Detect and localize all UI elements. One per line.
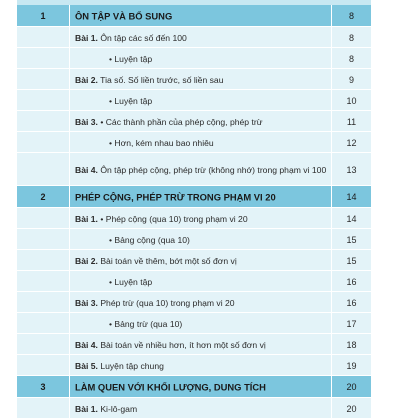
column-separator bbox=[69, 90, 70, 111]
page-number: 14 bbox=[346, 192, 357, 202]
row-number-cell bbox=[17, 250, 69, 271]
lesson-prefix: Bài 1. bbox=[75, 32, 98, 43]
page-number: 10 bbox=[346, 95, 357, 106]
lesson-row bbox=[17, 69, 371, 90]
lesson-prefix: Bài 1. bbox=[75, 403, 98, 414]
row-number-cell bbox=[17, 153, 69, 186]
lesson-text: Bài toán về nhiều hơn, ít hơn một số đơn vị bbox=[100, 339, 266, 350]
lesson-title bbox=[75, 164, 343, 176]
column-separator bbox=[69, 313, 70, 334]
column-separator bbox=[69, 186, 70, 208]
chapter-title: LÀM QUEN VỚI KHỐI LƯỢNG, DUNG TÍCH bbox=[75, 381, 266, 393]
page-number: 20 bbox=[346, 403, 357, 414]
row-number-cell bbox=[17, 355, 69, 376]
row-number-cell bbox=[17, 292, 69, 313]
column-separator bbox=[69, 5, 70, 27]
lesson-row bbox=[17, 398, 371, 419]
page-number: 19 bbox=[346, 360, 357, 371]
lesson-title bbox=[75, 255, 237, 267]
page-number-cell bbox=[332, 208, 371, 229]
row-title-cell bbox=[69, 48, 332, 69]
sub-item-title: • Luyện tập bbox=[109, 53, 153, 64]
lesson-prefix: Bài 3. bbox=[75, 116, 98, 127]
column-separator bbox=[331, 355, 332, 376]
row-title-cell bbox=[69, 398, 332, 419]
lesson-title bbox=[75, 116, 262, 128]
column-separator bbox=[69, 250, 70, 271]
page-number-cell bbox=[332, 292, 371, 313]
page-number: 15 bbox=[346, 234, 357, 245]
page-number: 18 bbox=[346, 339, 357, 350]
toc-table bbox=[17, 0, 371, 419]
lesson-prefix: Bài 4. bbox=[75, 164, 98, 175]
lesson-row bbox=[17, 313, 371, 334]
chapter-row bbox=[17, 5, 371, 27]
page-number-cell bbox=[332, 27, 371, 48]
column-separator bbox=[69, 69, 70, 90]
page-number: 16 bbox=[346, 276, 357, 287]
page-number-cell bbox=[332, 5, 371, 27]
column-separator bbox=[331, 153, 332, 186]
column-separator bbox=[331, 398, 332, 419]
column-separator bbox=[69, 398, 70, 419]
lesson-row bbox=[17, 111, 371, 132]
lesson-row bbox=[17, 250, 371, 271]
lesson-text: • Các thành phần của phép cộng, phép trừ bbox=[100, 116, 263, 127]
row-number-cell bbox=[17, 5, 69, 27]
lesson-row bbox=[17, 229, 371, 250]
column-separator bbox=[331, 292, 332, 313]
column-separator bbox=[331, 27, 332, 48]
row-title-cell bbox=[69, 111, 332, 132]
page-number: 17 bbox=[346, 318, 357, 329]
page-number-cell bbox=[332, 355, 371, 376]
lesson-row bbox=[17, 48, 371, 69]
lesson-text: Luyện tập chung bbox=[100, 360, 164, 371]
column-separator bbox=[69, 334, 70, 355]
row-number-cell bbox=[17, 186, 69, 208]
row-title-cell bbox=[69, 132, 332, 153]
column-separator bbox=[331, 271, 332, 292]
column-separator bbox=[331, 132, 332, 153]
row-number-cell bbox=[17, 229, 69, 250]
page-number: 16 bbox=[346, 297, 357, 308]
lesson-row bbox=[17, 90, 371, 111]
row-title-cell bbox=[69, 27, 332, 48]
row-title-cell bbox=[69, 355, 332, 376]
column-separator bbox=[331, 69, 332, 90]
page-number-cell bbox=[332, 153, 371, 186]
chapter-title: ÔN TẬP VÀ BỔ SUNG bbox=[75, 10, 173, 22]
row-number-cell bbox=[17, 398, 69, 419]
column-separator bbox=[69, 132, 70, 153]
lesson-row bbox=[17, 355, 371, 376]
sub-item-title: • Luyện tập bbox=[109, 95, 153, 106]
lesson-text: Tia số. Số liền trước, số liền sau bbox=[100, 74, 224, 85]
sub-item-title: • Bảng trừ (qua 10) bbox=[109, 318, 183, 329]
lesson-text: Bài toán về thêm, bớt một số đơn vị bbox=[100, 255, 237, 266]
row-number-cell bbox=[17, 208, 69, 229]
row-title-cell bbox=[69, 208, 332, 229]
page-number-cell bbox=[332, 132, 371, 153]
lesson-text: Ki-lô-gam bbox=[100, 403, 138, 414]
column-separator bbox=[331, 5, 332, 27]
page-number-cell bbox=[332, 250, 371, 271]
row-number-cell bbox=[17, 376, 69, 398]
column-separator bbox=[331, 48, 332, 69]
page-number: 8 bbox=[348, 11, 354, 21]
lesson-prefix: Bài 1. bbox=[75, 213, 98, 224]
sub-item-title: • Hơn, kém nhau bao nhiêu bbox=[109, 137, 214, 148]
page-number: 12 bbox=[346, 137, 357, 148]
row-title-cell bbox=[69, 313, 332, 334]
row-number-cell bbox=[17, 27, 69, 48]
row-number-cell bbox=[17, 334, 69, 355]
page-number: 20 bbox=[346, 382, 357, 392]
chapter-row bbox=[17, 376, 371, 398]
page-number-cell bbox=[332, 186, 371, 208]
column-separator bbox=[331, 250, 332, 271]
column-separator bbox=[69, 27, 70, 48]
page-number: 11 bbox=[346, 116, 357, 127]
column-separator bbox=[69, 208, 70, 229]
lesson-row bbox=[17, 208, 371, 229]
row-number-cell bbox=[17, 111, 69, 132]
page-number: 8 bbox=[348, 32, 354, 43]
row-title-cell bbox=[69, 186, 332, 208]
column-separator bbox=[69, 376, 70, 398]
page-number-cell bbox=[332, 334, 371, 355]
lesson-row bbox=[17, 334, 371, 355]
row-title-cell bbox=[69, 229, 332, 250]
lesson-text: Ôn tập các số đến 100 bbox=[100, 32, 187, 43]
row-number-cell bbox=[17, 69, 69, 90]
column-separator bbox=[69, 153, 70, 186]
row-title-cell bbox=[69, 292, 332, 313]
column-separator bbox=[331, 229, 332, 250]
chapter-number: 3 bbox=[40, 382, 46, 392]
column-separator bbox=[331, 186, 332, 208]
row-title-cell bbox=[69, 153, 332, 186]
row-title-cell bbox=[69, 250, 332, 271]
column-separator bbox=[69, 111, 70, 132]
lesson-title bbox=[75, 213, 248, 225]
lesson-prefix: Bài 5. bbox=[75, 360, 98, 371]
page-number-cell bbox=[332, 398, 371, 419]
lesson-title bbox=[75, 297, 235, 309]
row-title-cell bbox=[69, 271, 332, 292]
row-number-cell bbox=[17, 271, 69, 292]
column-separator bbox=[69, 229, 70, 250]
chapter-number: 2 bbox=[40, 192, 46, 202]
column-separator bbox=[69, 48, 70, 69]
row-title-cell bbox=[69, 5, 332, 27]
column-separator bbox=[331, 334, 332, 355]
lesson-row bbox=[17, 153, 371, 186]
lesson-title bbox=[75, 339, 266, 351]
column-separator bbox=[69, 292, 70, 313]
row-title-cell bbox=[69, 90, 332, 111]
lesson-prefix: Bài 2. bbox=[75, 74, 98, 85]
chapter-number: 1 bbox=[40, 11, 46, 21]
page-number: 8 bbox=[348, 53, 354, 64]
lesson-prefix: Bài 4. bbox=[75, 339, 98, 350]
lesson-title bbox=[75, 32, 187, 44]
column-separator bbox=[331, 111, 332, 132]
lesson-text: Phép trừ (qua 10) trong phạm vi 20 bbox=[100, 297, 235, 308]
page-number-cell bbox=[332, 271, 371, 292]
page-number: 14 bbox=[346, 213, 357, 224]
sub-item-title: • Bảng cộng (qua 10) bbox=[109, 234, 190, 245]
lesson-row bbox=[17, 292, 371, 313]
row-title-cell bbox=[69, 334, 332, 355]
page-number-cell bbox=[332, 69, 371, 90]
lesson-prefix: Bài 2. bbox=[75, 255, 98, 266]
lesson-row bbox=[17, 27, 371, 48]
row-title-cell bbox=[69, 69, 332, 90]
page-number-cell bbox=[332, 48, 371, 69]
page-number: 15 bbox=[346, 255, 357, 266]
lesson-row bbox=[17, 271, 371, 292]
sub-item-title: • Luyện tập bbox=[109, 276, 153, 287]
page-number: 13 bbox=[346, 164, 357, 175]
page-number-cell bbox=[332, 229, 371, 250]
page-number-cell bbox=[332, 90, 371, 111]
row-number-cell bbox=[17, 90, 69, 111]
lesson-title bbox=[75, 360, 164, 372]
column-separator bbox=[331, 208, 332, 229]
page-number-cell bbox=[332, 111, 371, 132]
lesson-row bbox=[17, 132, 371, 153]
page-number-cell bbox=[332, 376, 371, 398]
row-number-cell bbox=[17, 48, 69, 69]
chapter-title: PHÉP CỘNG, PHÉP TRỪ TRONG PHẠM VI 20 bbox=[75, 191, 276, 203]
column-separator bbox=[331, 376, 332, 398]
row-number-cell bbox=[17, 313, 69, 334]
column-separator bbox=[69, 355, 70, 376]
lesson-title bbox=[75, 403, 137, 415]
row-number-cell bbox=[17, 132, 69, 153]
lesson-text: Ôn tập phép cộng, phép trừ (không nhớ) trong phạm vi 100 bbox=[100, 164, 327, 175]
lesson-prefix: Bài 3. bbox=[75, 297, 98, 308]
lesson-text: • Phép cộng (qua 10) trong phạm vi 20 bbox=[100, 213, 248, 224]
page-number: 9 bbox=[348, 74, 354, 85]
column-separator bbox=[331, 313, 332, 334]
row-title-cell bbox=[69, 376, 332, 398]
lesson-title bbox=[75, 74, 224, 86]
column-separator bbox=[331, 90, 332, 111]
page-number-cell bbox=[332, 313, 371, 334]
column-separator bbox=[69, 271, 70, 292]
chapter-row bbox=[17, 186, 371, 208]
